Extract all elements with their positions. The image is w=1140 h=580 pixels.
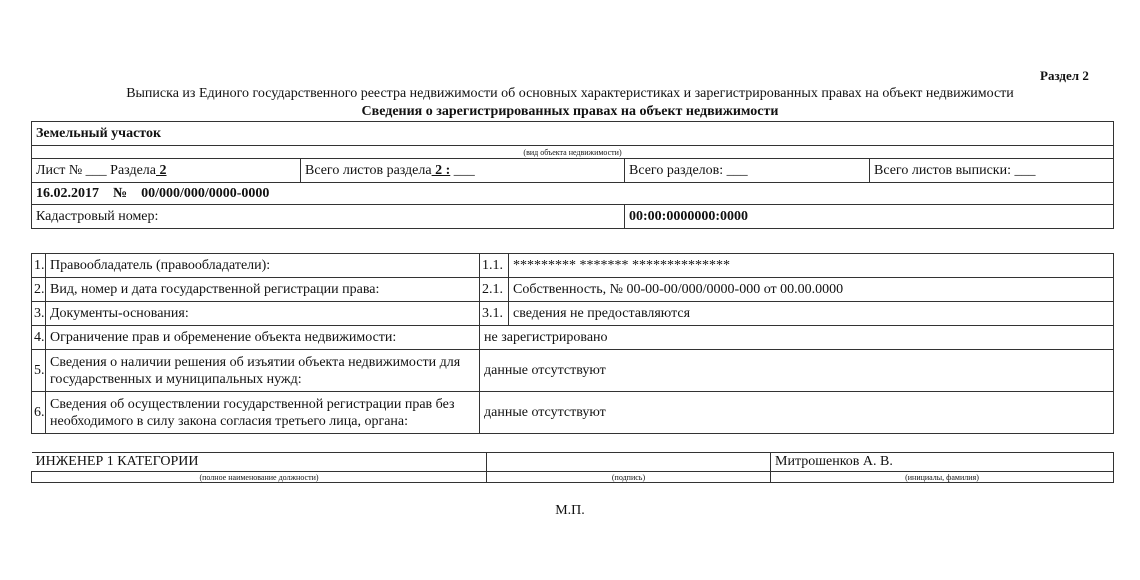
total-sections: Всего разделов: ___: [625, 159, 870, 183]
row-value: данные отсутствуют: [480, 350, 1114, 392]
sheet-prefix: Лист № ___ Раздела: [36, 162, 156, 178]
row-label: Сведения об осуществлении государственной регистрации прав без необходимого в силу закона согласия третьего лица, органа:: [46, 392, 480, 434]
signer-position: ИНЖЕНЕР 1 КАТЕГОРИИ: [32, 453, 487, 472]
document-subtitle: Сведения о зарегистрированных правах на объект недвижимости: [361, 104, 779, 119]
signature-field: [487, 453, 771, 472]
table-row: [32, 254, 1114, 278]
row-label: Ограничение прав и обременение объекта недвижимости:: [46, 326, 480, 350]
total-section-sheets-value: 2 :: [431, 162, 451, 178]
row-value: не зарегистрировано: [480, 326, 1114, 350]
row-value: ********* ******* **************: [509, 254, 1114, 278]
cadastral-value: 00:00:0000000:0000: [625, 205, 1114, 229]
sheet-number-cell: [32, 159, 301, 183]
name-caption: (инициалы, фамилия): [771, 472, 1114, 483]
row-subnumber: 1.1.: [480, 254, 509, 278]
position-caption: (полное наименование должности): [32, 472, 487, 483]
table-row: [32, 392, 1114, 434]
table-row: [32, 278, 1114, 302]
table-row: [32, 302, 1114, 326]
section-label: Раздел 2: [1040, 68, 1089, 83]
total-section-sheets-cell: [301, 159, 625, 183]
total-section-sheets-prefix: Всего листов раздела: [305, 162, 432, 178]
stamp-placeholder: М.П.: [555, 503, 585, 518]
signature-table: [31, 452, 1114, 483]
document-title: Выписка из Единого государственного реестра недвижимости об основных характеристиках и зарегистрированных правах на объект недвижимости: [126, 86, 1014, 101]
row-number: 1.: [32, 254, 46, 278]
cadastral-label: Кадастровый номер:: [32, 205, 625, 229]
row-label: Сведения о наличии решения об изъятии объекта недвижимости для государственных и муниципальных нужд:: [46, 350, 480, 392]
total-extract-sheets: Всего листов выписки: ___: [870, 159, 1114, 183]
object-type: Земельный участок: [32, 122, 1114, 146]
row-value: данные отсутствуют: [480, 392, 1114, 434]
total-section-sheets-suffix: ___: [450, 162, 475, 178]
row-number: 6.: [32, 392, 46, 434]
object-type-hint: (вид объекта недвижимости): [32, 146, 1114, 159]
date-number: 16.02.2017 № 00/000/000/0000-0000: [32, 183, 1114, 205]
row-number: 2.: [32, 278, 46, 302]
row-number: 3.: [32, 302, 46, 326]
row-subnumber: 3.1.: [480, 302, 509, 326]
row-label: Правообладатель (правообладатели):: [46, 254, 480, 278]
row-value: сведения не предоставляются: [509, 302, 1114, 326]
object-info-table: [31, 121, 1114, 229]
row-value: Собственность, № 00-00-00/000/0000-000 от 00.00.0000: [509, 278, 1114, 302]
row-label: Вид, номер и дата государственной регистрации права:: [46, 278, 480, 302]
rights-table: [31, 253, 1114, 434]
row-number: 5.: [32, 350, 46, 392]
sheet-section-no: 2: [156, 162, 167, 178]
row-number: 4.: [32, 326, 46, 350]
sign-caption: (подпись): [487, 472, 771, 483]
row-subnumber: 2.1.: [480, 278, 509, 302]
signer-name: Митрошенков А. В.: [771, 453, 1114, 472]
row-label: Документы-основания:: [46, 302, 480, 326]
table-row: [32, 326, 1114, 350]
table-row: [32, 350, 1114, 392]
